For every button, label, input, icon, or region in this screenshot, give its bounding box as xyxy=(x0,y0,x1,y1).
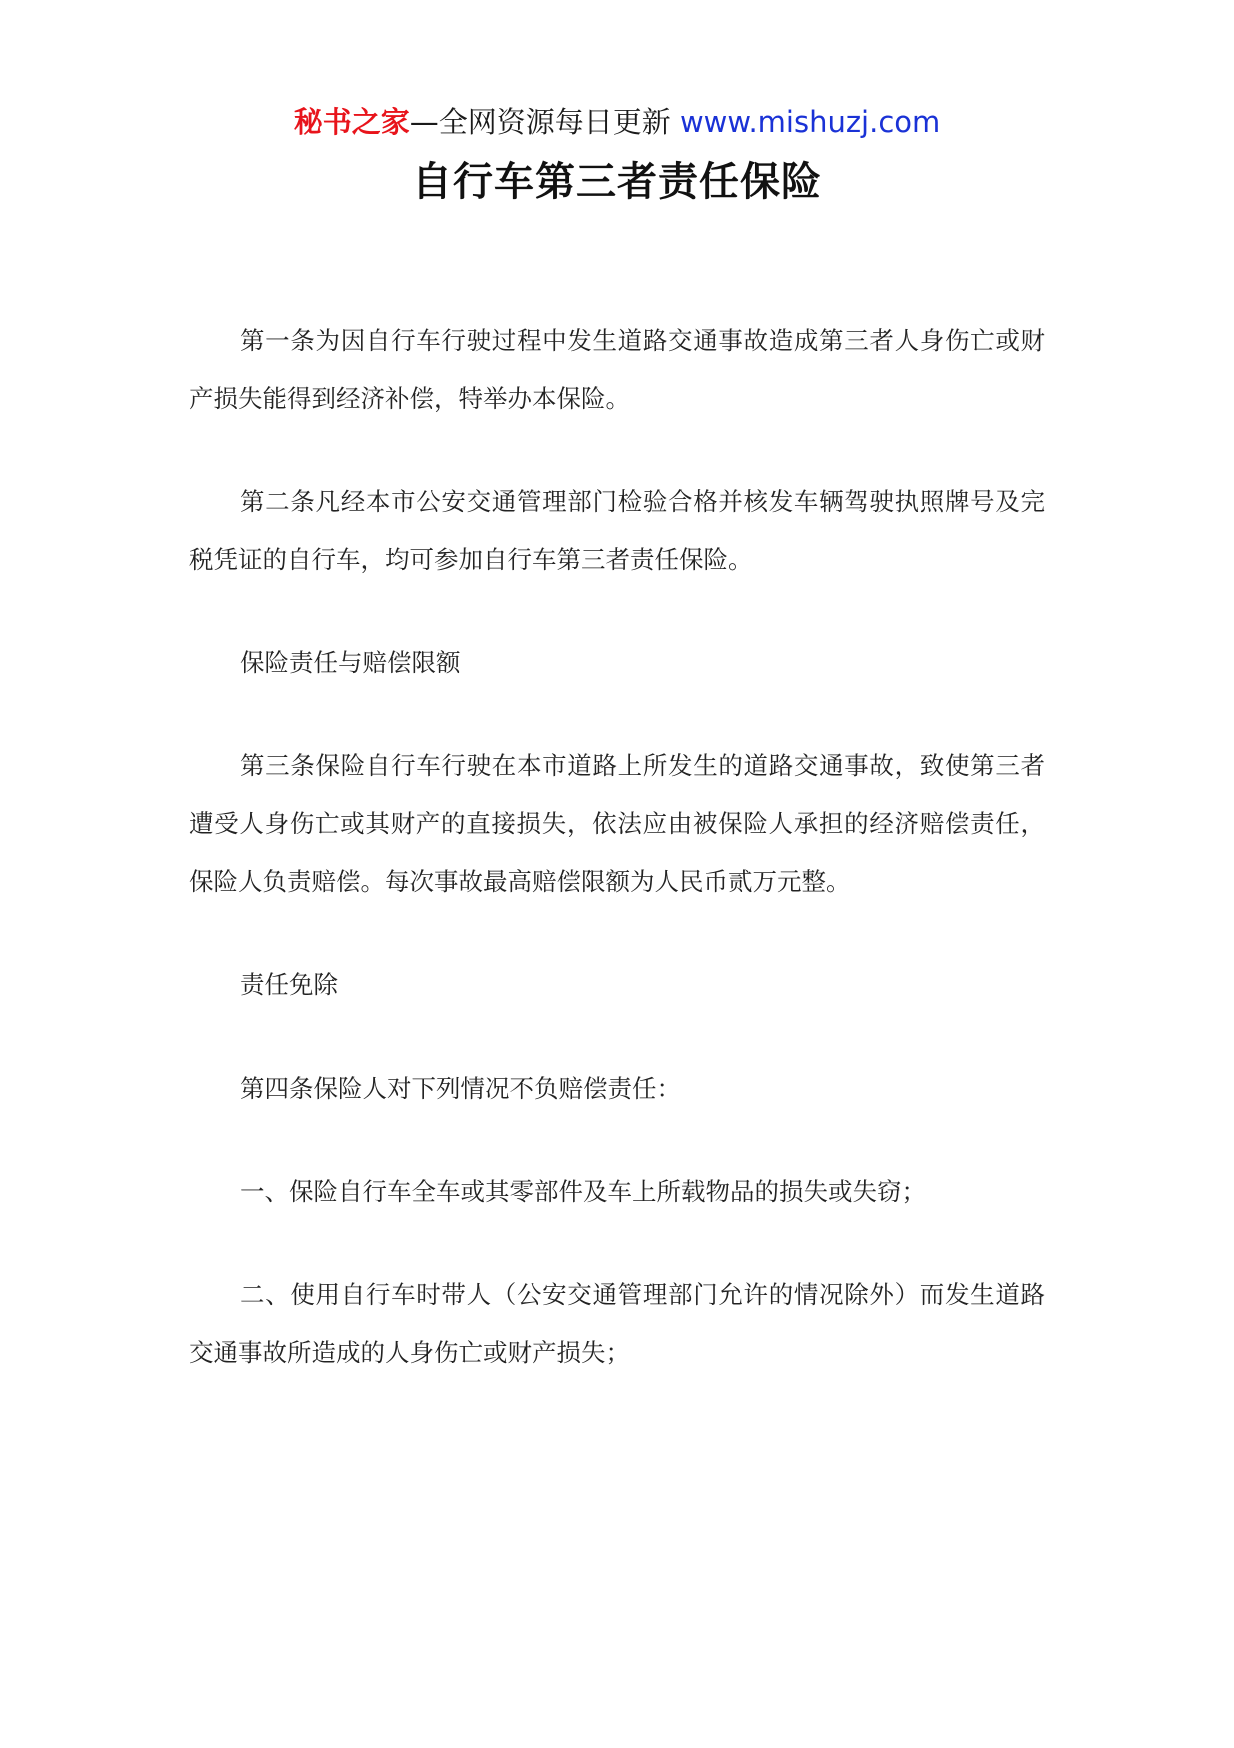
section-heading-liability: 保险责任与赔偿限额 xyxy=(240,648,461,677)
site-header xyxy=(0,100,1234,144)
paragraph-item-1: 一、保险自行车全车或其零部件及车上所载物品的损失或失窃； xyxy=(240,1177,926,1206)
document-title: 自行车第三者责任保险 xyxy=(412,159,822,205)
paragraph-article-4: 第四条保险人对下列情况不负赔偿责任： xyxy=(240,1074,681,1103)
paragraph-article-3: 第三条保险自行车行驶在本市道路上所发生的道路交通事故，致使第三者遭受人身伤亡或其财产的直接损失，依法应由被保险人承担的经济赔偿责任，保险人负责赔偿。每次事故最高赔偿限额为人民币贰万元整。 xyxy=(189,751,1045,896)
site-url-link[interactable]: www.mishuzj.com xyxy=(679,105,941,139)
paragraph-item-2: 二、使用自行车时带人（公安交通管理部门允许的情况除外）而发生道路交通事故所造成的人身伤亡或财产损失； xyxy=(189,1280,1045,1367)
paragraph-article-2: 第二条凡经本市公安交通管理部门检验合格并核发车辆驾驶执照牌号及完税凭证的自行车，均可参加自行车第三者责任保险。 xyxy=(189,487,1045,574)
header-tagline: —全网资源每日更新 xyxy=(409,105,671,139)
brand-name: 秘书之家 xyxy=(293,105,410,139)
section-heading-exclusions: 责任免除 xyxy=(240,970,338,999)
paragraph-article-1: 第一条为因自行车行驶过程中发生道路交通事故造成第三者人身伤亡或财产损失能得到经济补偿，特举办本保险。 xyxy=(189,326,1045,413)
